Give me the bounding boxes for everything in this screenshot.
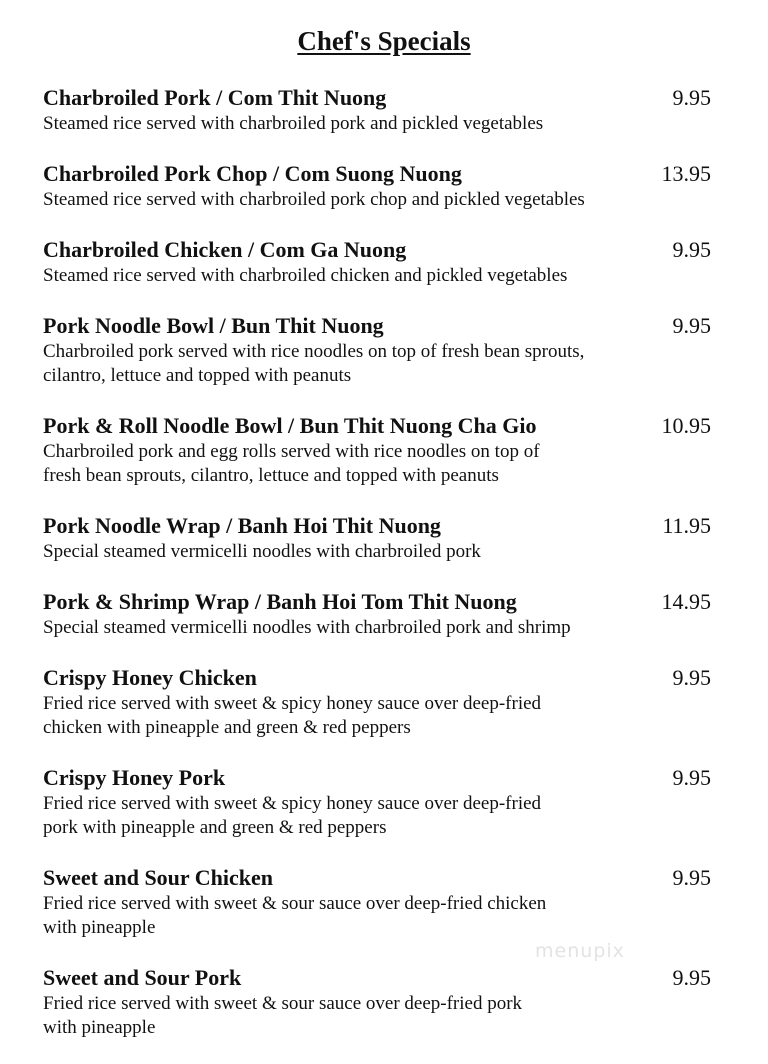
menu-item-header: [43, 964, 713, 992]
menu-item-name: Sweet and Sour Chicken: [43, 865, 274, 890]
menu-item-name: Pork Noodle Bowl / Bun Thit Nuong: [43, 313, 384, 338]
menu-item: [43, 664, 713, 740]
menu-item-description: Fried rice served with sweet & spicy honey sauce over deep-fried chicken with pineapple and green & red peppers: [43, 693, 542, 738]
menu-item-price: 14.95: [661, 589, 711, 614]
menu-item-name: Charbroiled Chicken / Com Ga Nuong: [43, 237, 407, 262]
menu-item-name: Charbroiled Pork / Com Thit Nuong: [43, 85, 387, 110]
menu-item-name: Sweet and Sour Pork: [43, 965, 242, 990]
menu-item-description: Fried rice served with sweet & spicy honey sauce over deep-fried pork with pineapple and green & red peppers: [43, 793, 542, 838]
page-title: Chef's Specials: [297, 26, 471, 56]
menu-item-name: Charbroiled Pork Chop / Com Suong Nuong: [43, 161, 462, 186]
menu-item-name: Pork & Roll Noodle Bowl / Bun Thit Nuong Cha Gio: [43, 413, 537, 438]
menu-item-header: [43, 84, 713, 112]
menu-item: [43, 412, 713, 488]
watermark: menupix: [535, 940, 625, 962]
menu-item: [43, 864, 713, 940]
menu-item-description: Fried rice served with sweet & sour sauce over deep-fried chicken with pineapple: [43, 893, 547, 938]
menu-item-header: [43, 312, 713, 340]
menu-item-price: 13.95: [661, 161, 711, 186]
menu-item-price: 10.95: [661, 413, 711, 438]
menu-item-price: 9.95: [672, 237, 711, 262]
menu-item-header: [43, 664, 713, 692]
menu-item: [43, 588, 713, 640]
menu-item-name: Crispy Honey Pork: [43, 765, 226, 790]
menu-item-description: Steamed rice served with charbroiled pork chop and pickled vegetables: [43, 189, 585, 210]
menu-item-description: Fried rice served with sweet & sour sauce over deep-fried pork with pineapple: [43, 993, 523, 1038]
menu-item: [43, 312, 713, 388]
menu-item: [43, 764, 713, 840]
menu-item-description: Steamed rice served with charbroiled chicken and pickled vegetables: [43, 265, 568, 286]
menu-item-name: Crispy Honey Chicken: [43, 665, 257, 690]
menu-item-header: [43, 412, 713, 440]
menu-item-header: [43, 236, 713, 264]
menu-item-header: [43, 512, 713, 540]
menu-item-description: Charbroiled pork and egg rolls served with rice noodles on top of fresh bean sprouts, cilantro, lettuce and topped with peanuts: [43, 441, 540, 486]
menu-item: [43, 160, 713, 212]
menu-item: [43, 236, 713, 288]
menu-item-price: 9.95: [672, 865, 711, 890]
menu-item-name: Pork & Shrimp Wrap / Banh Hoi Tom Thit Nuong: [43, 589, 517, 614]
menu-item-header: [43, 764, 713, 792]
menu-item-header: [43, 864, 713, 892]
menu-item: [43, 964, 713, 1040]
menu-item-description: Special steamed vermicelli noodles with charbroiled pork: [43, 541, 481, 562]
menu-item-price: 11.95: [662, 513, 711, 538]
menu-list: [43, 84, 713, 1064]
menu-item-price: 9.95: [672, 765, 711, 790]
menu-item-header: [43, 588, 713, 616]
menu-item-price: 9.95: [672, 965, 711, 990]
menu-item: [43, 84, 713, 136]
menu-item-description: Charbroiled pork served with rice noodles on top of fresh bean sprouts, cilantro, lettuce and topped with peanuts: [43, 341, 585, 386]
menu-item-price: 9.95: [672, 85, 711, 110]
menu-item-price: 9.95: [672, 665, 711, 690]
menu-item-name: Pork Noodle Wrap / Banh Hoi Thit Nuong: [43, 513, 441, 538]
menu-item-header: [43, 160, 713, 188]
menu-item-description: Steamed rice served with charbroiled pork and pickled vegetables: [43, 113, 544, 134]
menu-item-price: 9.95: [672, 313, 711, 338]
menu-item-description: Special steamed vermicelli noodles with charbroiled pork and shrimp: [43, 617, 571, 638]
menu-item: [43, 512, 713, 564]
